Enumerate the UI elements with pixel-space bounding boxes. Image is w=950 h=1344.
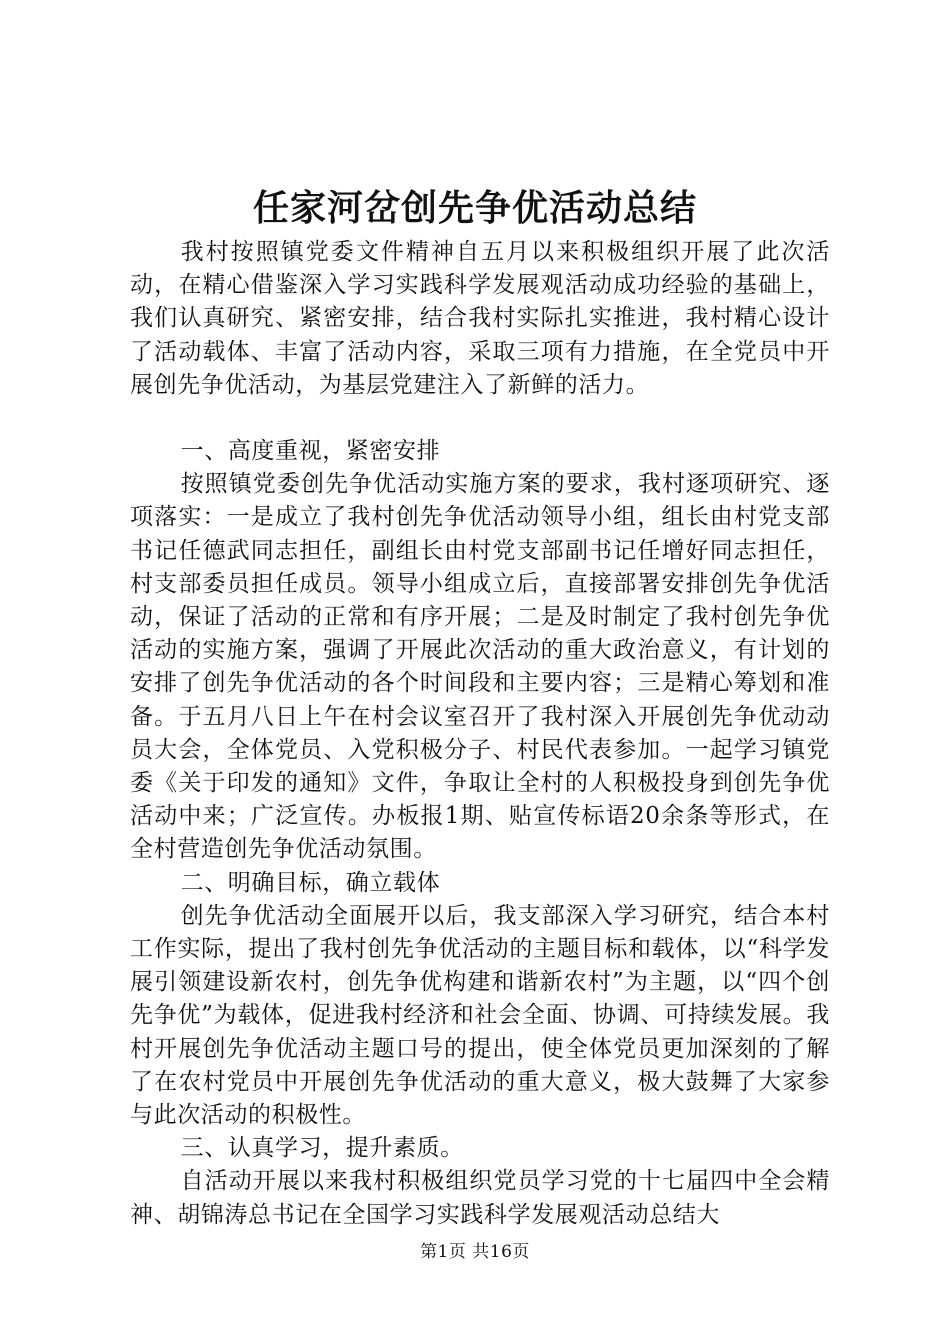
document-title: 任家河岔创先争优活动总结 xyxy=(252,187,697,229)
page-footer: 第1页 共16页 xyxy=(420,1242,530,1262)
document-body xyxy=(130,236,830,1232)
section-heading-3: 三、认真学习，提升素质。 xyxy=(180,1135,464,1162)
section-heading-2: 二、明确目标，确立载体 xyxy=(180,869,441,896)
section-2-paragraph: 创先争优活动全面展开以后，我支部深入学习研究，结合本村工作实际，提出了我村创先争优活动的主题目标和载体，以“科学发展引领建设新农村，创先争优构建和谐新农村”为主题，以“四个创先争优”为载体，促进我村经济和社会全面、协调、可持续发展。我村开展创先争优活动主题口号的提出，使全体党员更加深刻的了解了在农村党员中开展创先争优活动的重大意义，极大鼓舞了大家参与此次活动的积极性。 xyxy=(130,902,830,1129)
section-1-paragraph: 按照镇党委创先争优活动实施方案的要求，我村逐项研究、逐项落实：一是成立了我村创先争优活动领导小组，组长由村党支部书记任德武同志担任，副组长由村党支部副书记任增好同志担任，村支部委员担任成员。领导小组成立后，直接部署安排创先争优活动，保证了活动的正常和有序开展；二是及时制定了我村创先争优活动的实施方案，强调了开展此次活动的重大政治意义，有计划的安排了创先争优活动的各个时间段和主要内容；三是精心筹划和准备。于五月八日上午在村会议室召开了我村深入开展创先争优动动员大会，全体党员、入党积极分子、村民代表参加。一起学习镇党委《关于印发的通知》文件，争取让全村的人积极投身到创先争优活动中来；广泛宣传。办板报1期、贴宣传标语20余条等形式，在全村营造创先争优活动氛围。 xyxy=(130,471,830,863)
section-3-paragraph: 自活动开展以来我村积极组织党员学习党的十七届四中全会精神、胡锦涛总书记在全国学习实践科学发展观活动总结大 xyxy=(130,1168,830,1228)
section-heading-1: 一、高度重视，紧密安排 xyxy=(180,438,441,465)
intro-paragraph: 我村按照镇党委文件精神自五月以来积极组织开展了此次活动，在精心借鉴深入学习实践科学发展观活动成功经验的基础上，我们认真研究、紧密安排，结合我村实际扎实推进，我村精心设计了活动载体、丰富了活动内容，采取三项有力措施，在全党员中开展创先争优活动，为基层党建注入了新鲜的活力。 xyxy=(130,239,830,398)
